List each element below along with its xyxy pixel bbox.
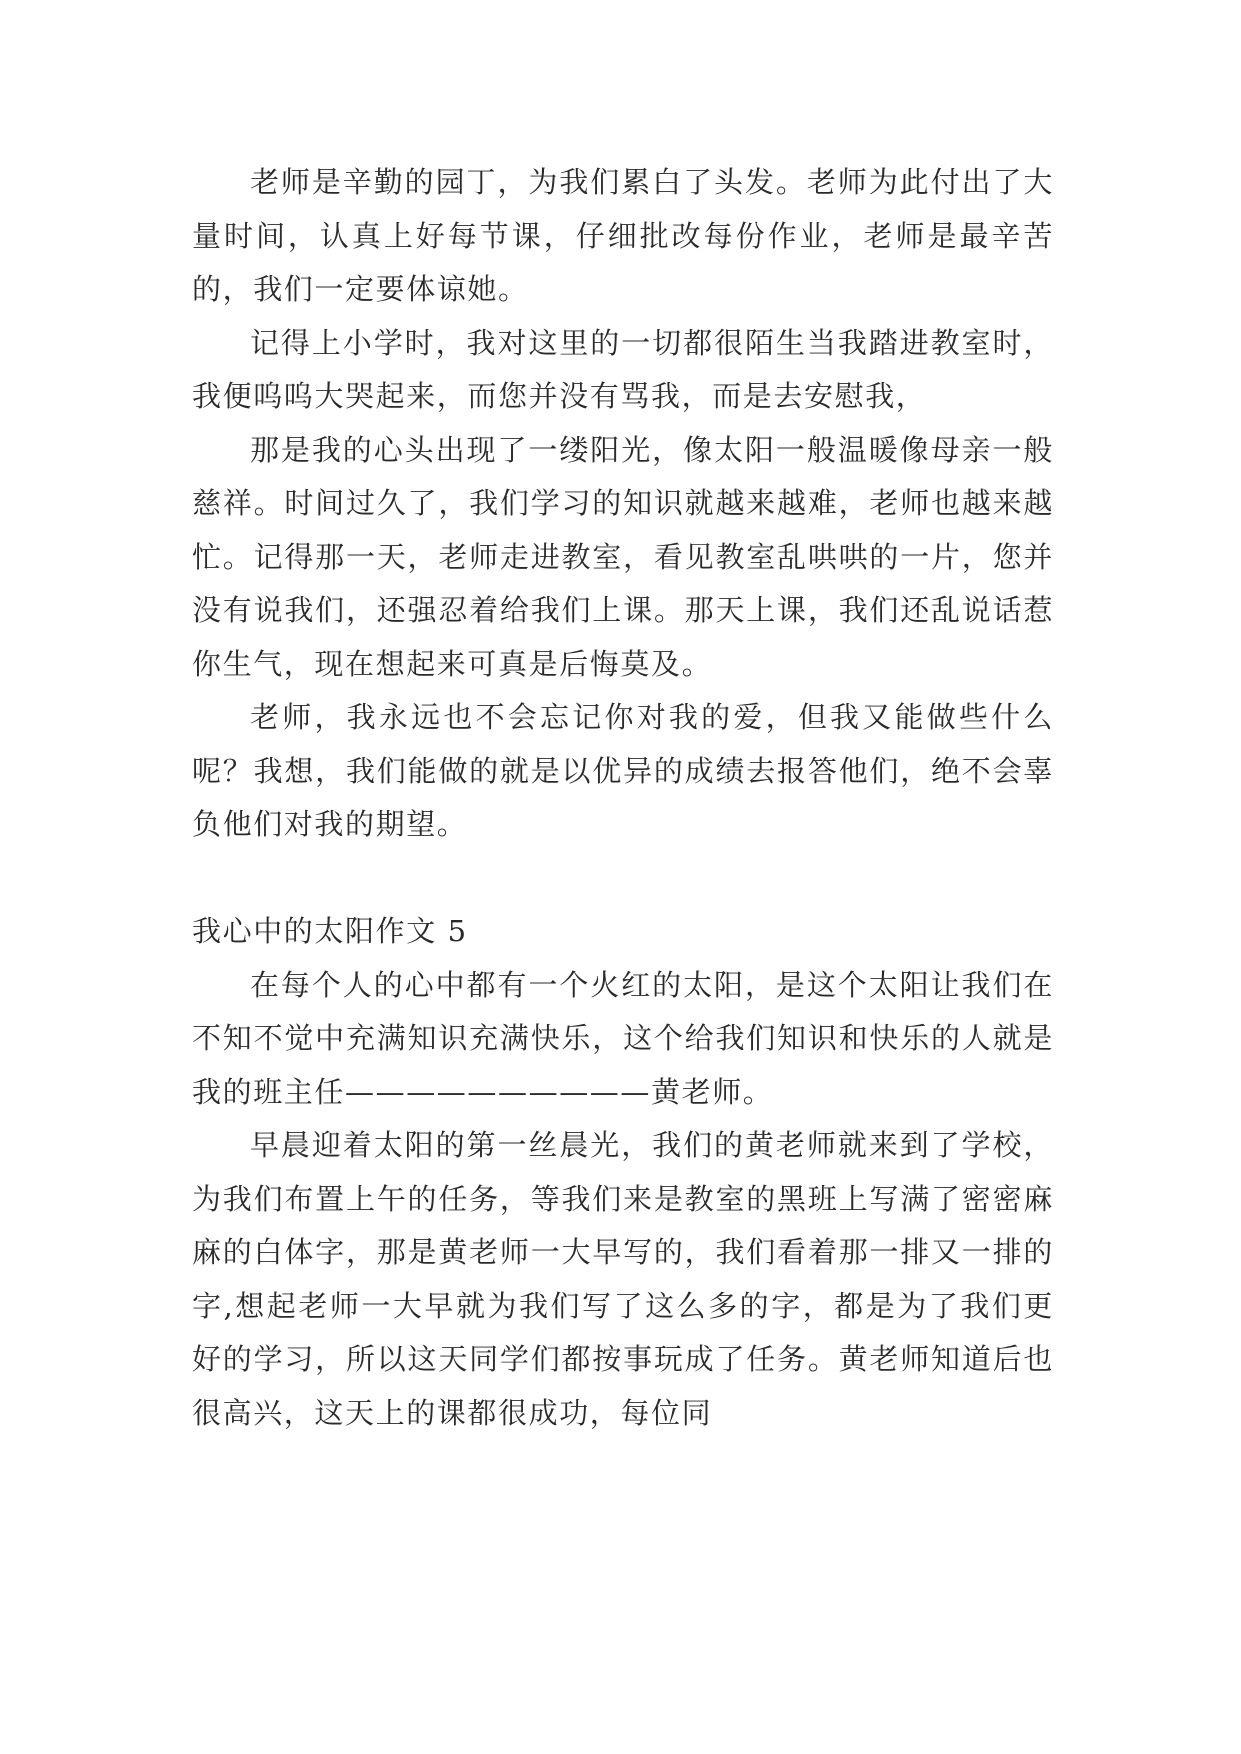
paragraph-morning-light: 早晨迎着太阳的第一丝晨光，我们的黄老师就来到了学校，为我们布置上午的任务，等我们来是教室的黑班上写满了密密麻麻的白体字，那是黄老师一大早写的，我们看着那一排又一排的字,想起老师一大早就为我们写了这么多的字，都是为了我们更好的学习，所以这天同学们都按事玩成了任务。黄老师知道后也很高兴，这天上的课都很成功，每位同 bbox=[192, 1128, 1054, 1430]
paragraph-never-forget: 老师，我永远也不会忘记你对我的爱，但我又能做些什么呢？我想，我们能做的就是以优异的成绩去报答他们，绝不会辜负他们对我的期望。 bbox=[192, 700, 1054, 841]
essay-heading: 我心中的太阳作文 5 bbox=[192, 914, 468, 948]
paragraph-first-day-school: 记得上小学时，我对这里的一切都很陌生当我踏进教室时，我便呜呜大哭起来，而您并没有骂我，而是去安慰我， bbox=[192, 325, 1054, 413]
paragraph-teacher-gardener: 老师是辛勤的园丁，为我们累白了头发。老师为此付出了大量时间，认真上好每节课，仔细批改每份作业，老师是最辛苦的，我们一定要体谅她。 bbox=[192, 165, 1054, 306]
paragraph-ray-of-sunshine: 那是我的心头出现了一缕阳光，像太阳一般温暖像母亲一般慈祥。时间过久了，我们学习的知识就越来越难，老师也越来越忙。记得那一天，老师走进教室，看见教室乱哄哄的一片，您并没有说我们，还强忍着给我们上课。那天上课，我们还乱说话惹你生气，现在想起来可真是后悔莫及。 bbox=[192, 432, 1054, 681]
paragraph-red-sun: 在每个人的心中都有一个火红的太阳，是这个太阳让我们在不知不觉中充满知识充满快乐，这个给我们知识和快乐的人就是我的班主任——————————黄老师。 bbox=[192, 967, 1054, 1109]
document-body bbox=[192, 156, 1054, 1440]
